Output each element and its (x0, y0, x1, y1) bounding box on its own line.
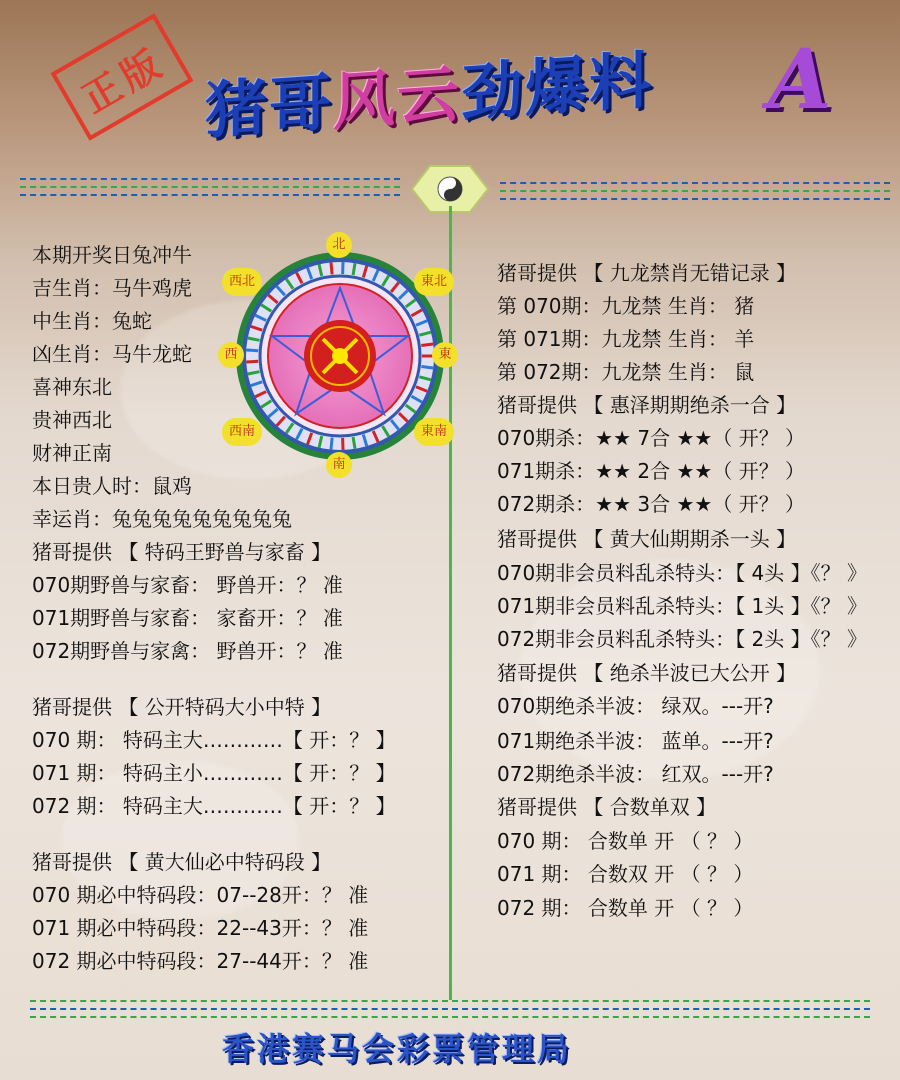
section-header: 猪哥提供 【 绝杀半波已大公开 】 (497, 661, 797, 685)
direction-south: 南 (326, 452, 352, 478)
section-header: 猪哥提供 【 黄大仙期期杀一头 】 (497, 527, 797, 551)
section-row: 072 期必中特码段：27--44开：？ 准 (32, 949, 369, 973)
section-header: 猪哥提供 【 黄大仙必中特码段 】 (32, 850, 332, 874)
direction-north: 北 (326, 232, 352, 258)
wheel-tick (331, 438, 332, 450)
version-letter: A (768, 32, 832, 128)
footer-organization: 香港赛马会彩票管理局 (222, 1030, 573, 1068)
section-row: 070期非会员料乱杀特头：【 4头 】《？ 》 (497, 561, 867, 585)
top-divider-line (500, 198, 890, 200)
top-divider-line (500, 182, 890, 184)
direction-northwest: 西北 (222, 268, 262, 296)
top-divider-line (20, 186, 400, 188)
section-row: 072期非会员料乱杀特头：【 2头 】《？ 》 (497, 627, 867, 651)
section-row: 071期非会员料乱杀特头：【 1头 】《？ 》 (497, 594, 867, 618)
section-row: 072 期： 特码主大…………【 开：？ 】 (32, 794, 396, 818)
direction-southeast: 東南 (414, 418, 454, 446)
wheel-tick (421, 366, 433, 368)
info-line: 吉生肖：马牛鸡虎 (32, 276, 192, 300)
page-title: 猪哥风云劲爆料 (205, 43, 654, 148)
section-header: 猪哥提供 【 合数单双 】 (497, 795, 717, 819)
section-row: 070期野兽与家畜： 野兽开：？ 准 (32, 573, 343, 597)
section-header: 猪哥提供 【 特码王野兽与家畜 】 (32, 540, 332, 564)
top-divider-line (20, 194, 400, 196)
top-divider-line (20, 178, 400, 180)
wheel-tick (246, 361, 258, 362)
section-row: 071期绝杀半波： 蓝单。---开? (497, 729, 774, 753)
info-line: 贵神西北 (32, 408, 112, 432)
info-line: 财神正南 (32, 441, 112, 465)
section-row: 070 期必中特码段：07--28开：？ 准 (32, 883, 369, 907)
section-row: 071期野兽与家畜： 家畜开：？ 准 (32, 606, 343, 630)
fortune-wheel (218, 232, 458, 480)
wheel-tick (353, 437, 355, 449)
bottom-divider-line (30, 1016, 870, 1018)
wheel-tick (421, 344, 433, 346)
section-row: 第 071期：九龙禁 生肖： 羊 (497, 327, 755, 351)
section-row: 071 期必中特码段：22--43开：？ 准 (32, 916, 369, 940)
direction-northeast: 東北 (414, 268, 454, 296)
direction-east: 東 (432, 342, 458, 368)
info-line: 喜神东北 (32, 375, 112, 399)
info-line: 本日贵人时：鼠鸡 (32, 474, 192, 498)
section-header: 猪哥提供 【 惠泽期期绝杀一合 】 (497, 393, 797, 417)
direction-southwest: 西南 (222, 418, 262, 446)
section-row: 第 070期：九龙禁 生肖： 猪 (497, 294, 755, 318)
section-row: 070期绝杀半波： 绿双。---开? (497, 694, 774, 718)
authentic-stamp: 正版 (51, 13, 194, 141)
info-line: 凶生肖：马牛龙蛇 (32, 342, 192, 366)
section-row: 071 期： 合数双 开 （ ？ ） (497, 862, 754, 886)
section-row: 071期杀：★★ 2合 ★★（ 开？ ） (497, 459, 806, 483)
direction-west: 西 (218, 342, 244, 368)
info-line: 中生肖：兔蛇 (32, 309, 152, 333)
bottom-divider-line (30, 1000, 870, 1002)
section-header: 猪哥提供 【 九龙禁肖无错记录 】 (497, 261, 797, 285)
section-row: 070期杀：★★ 7合 ★★（ 开？ ） (497, 426, 806, 450)
wheel-tick (331, 262, 332, 274)
info-line: 幸运肖：兔兔兔兔兔兔兔兔兔 (32, 507, 292, 531)
bottom-divider-line (30, 1008, 870, 1010)
section-row: 072期杀：★★ 3合 ★★（ 开？ ） (497, 492, 806, 516)
section-row: 071 期： 特码主小…………【 开：？ 】 (32, 761, 396, 785)
section-row: 070 期： 合数单 开 （ ？ ） (497, 829, 754, 853)
section-row: 070 期： 特码主大…………【 开：？ 】 (32, 728, 396, 752)
section-row: 第 072期：九龙禁 生肖： 鼠 (497, 360, 755, 384)
wheel-tick (246, 350, 258, 351)
top-divider-line (500, 190, 890, 192)
section-header: 猪哥提供 【 公开特码大小中特 】 (32, 695, 332, 719)
wheel-tick (353, 263, 355, 275)
info-line: 本期开奖日兔冲牛 (32, 243, 192, 267)
section-row: 072 期： 合数单 开 （ ？ ） (497, 896, 754, 920)
section-row: 072期绝杀半波： 红双。---开? (497, 762, 774, 786)
section-row: 072期野兽与家禽： 野兽开：？ 准 (32, 639, 343, 663)
